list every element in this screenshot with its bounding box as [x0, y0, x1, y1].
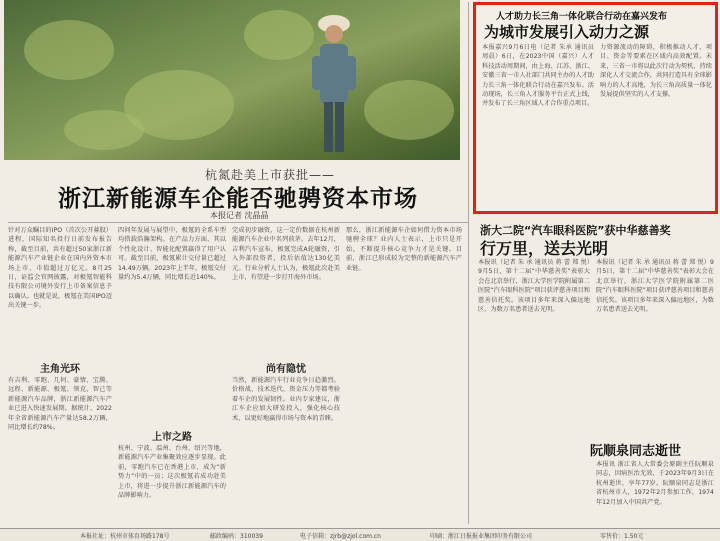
main-byline: 本报记者 沈晶晶 [210, 211, 269, 220]
main-col-3: 完成初步融资，这一定价数据在杭州新能源汽车企业中名列前茅。去年12月，吉利汽车宣布，极氪完成A轮融资，引入外部投资者，投后估值达130亿美元。行业分析人士认为，极氪此次赴美上市，有望进一步打开海外市场。 [232, 227, 340, 282]
footer-printer: 印刷：浙江日报报业集团印务有限公司 [430, 533, 533, 540]
footer-address: 本报社址：杭州市体育场路178号 [80, 533, 170, 540]
article2-text-right: 本报讯（记者 朱 承 通讯员 蒋 蕾 郑 悦）9月5日，第十二届“中华慈善奖”表彰大会在北京举行，浙江大学医学院附属第二医院“汽车眼科医院”项目获评慈善项目和慈善信托奖。该项目多年来深入偏远地区，为数万名患者送去光明。 [596, 259, 714, 314]
featured-article-highlight [473, 2, 718, 214]
main-col-1: 针对万众瞩目的IPO（首次公开募股）进程，国际知名投行日前发布报告称，截至目前，共有超过50家浙江新能源汽车产业链企业在国内外资本市场上市，市值超过万亿元。8月25日，证监会官网披露，对极氪智能科技有限公司境外发行上市备案信息予以确认。也就是说，极氪在美国IPO迈出关键一步。 [8, 227, 112, 310]
footer-email: 电子信箱：zjrb@zjol.com.cn [300, 533, 381, 540]
article2-headline: 行万里，送去光明 [480, 239, 609, 258]
featured-headline: 为城市发展引入动力之源 [484, 23, 650, 41]
article2-kicker: 浙大二院“汽车眼科医院”获中华慈善奖 [480, 224, 671, 237]
page-footer [0, 528, 720, 541]
section-heading-2: 上市之路 [152, 432, 192, 443]
featured-text-left: 本报嘉兴9月6日电（记者 朱承 通讯员 周晨）6日，在2023中国（嘉兴）人才科技活动周期间，由上海、江苏、浙江、安徽三省一市人社部门共同主办的人才助力长三角一体化联合行动在嘉兴发布。活动现场，长三角人才服务平台正式上线，并发布了长三角区域人才合作重点项目。 [482, 44, 594, 108]
main-headline: 浙江新能源车企能否驰骋资本市场 [58, 185, 418, 212]
footer-postcode: 邮政编码：310039 [210, 533, 263, 540]
article3-headline: 阮顺泉同志逝世 [590, 444, 682, 459]
featured-text-right: 力资源流动的障碍，积极推动人才、项目、资金等要素在区域内高效配置。未来，三省一市将以此次行动为契机，持续深化人才交流合作，共同打造具有全球影响力的人才高地，为长三角高质量一体化发展提供坚实的人才支撑。 [600, 44, 712, 99]
featured-kicker: 人才助力长三角一体化联合行动在嘉兴发布 [496, 12, 668, 22]
main-col-2: 四问年发展与展望中，极氪的全系车型均搭载浩瀚架构。在产品力方面，其以个性化设计、智能化配置赢得了用户认可。截至目前，极氪累计交付量已超过14.49万辆。2023年上半年，极氪交付量约为5.4万辆，同比增长近140%。 [118, 227, 226, 282]
footer-price: 零售价：1.50元 [600, 533, 644, 540]
section-heading-1: 主角光环 [40, 364, 80, 375]
news-photo [4, 0, 460, 160]
main-kicker: 杭氮赴美上市获批—— [205, 168, 336, 182]
section-text-3: 当然，新能源汽车行业竞争日趋激烈。价格战、技术迭代、资金压力等都考验着车企的发展韧性。业内专家建议，浙江车企应加大研发投入，强化核心技术，以更好地赢得市场与资本的青睐。 [232, 377, 340, 422]
worker-figure [304, 6, 364, 156]
article2-text-left: 本报讯（记者 朱 承 通讯员 蒋 蕾 郑 悦）9月5日，第十二届“中华慈善奖”表彰大会在北京举行，浙江大学医学院附属第二医院“汽车眼科医院”项目获评慈善项目和慈善信托奖。该项目多年来深入偏远地区，为数万名患者送去光明。 [478, 259, 590, 314]
article3-text: 本报讯 浙江省人大常委会原副主任阮顺泉同志，因病医治无效，于2023年9月3日在杭州逝世，享年77岁。阮顺泉同志是浙江省杭州市人，1972年2月参加工作，1974年12月加入中国共产党。 [596, 461, 714, 506]
section-heading-3: 尚有隐忧 [266, 364, 306, 375]
section-text-2: 杭州、宁波、温州、台州、绍兴等地，新能源汽车产业集聚效应逐步显现。此前，零跑汽车已在香港上市，成为“新势力”中的一员；这次极氪若成功赴美上市，将进一步提升浙江新能源汽车的品牌影响力。 [118, 445, 226, 500]
section-text-1: 有吉利、零跑、几何、豪情、宝腾、远程、新能源、极氪、领克、智己等新能源汽车品牌，浙江新能源汽车产业已进入快速发展期。据统计，2022年全省新能源汽车产量达58.2万辆，同比增长约78%。 [8, 377, 112, 432]
main-col-4: 那么，浙江新能源车企如何借力资本市场驰骋全球？业内人士表示，上市只是开始，不断提升核心竞争力才是关键。目前，浙江已形成较为完整的新能源汽车产业链。 [346, 227, 462, 272]
